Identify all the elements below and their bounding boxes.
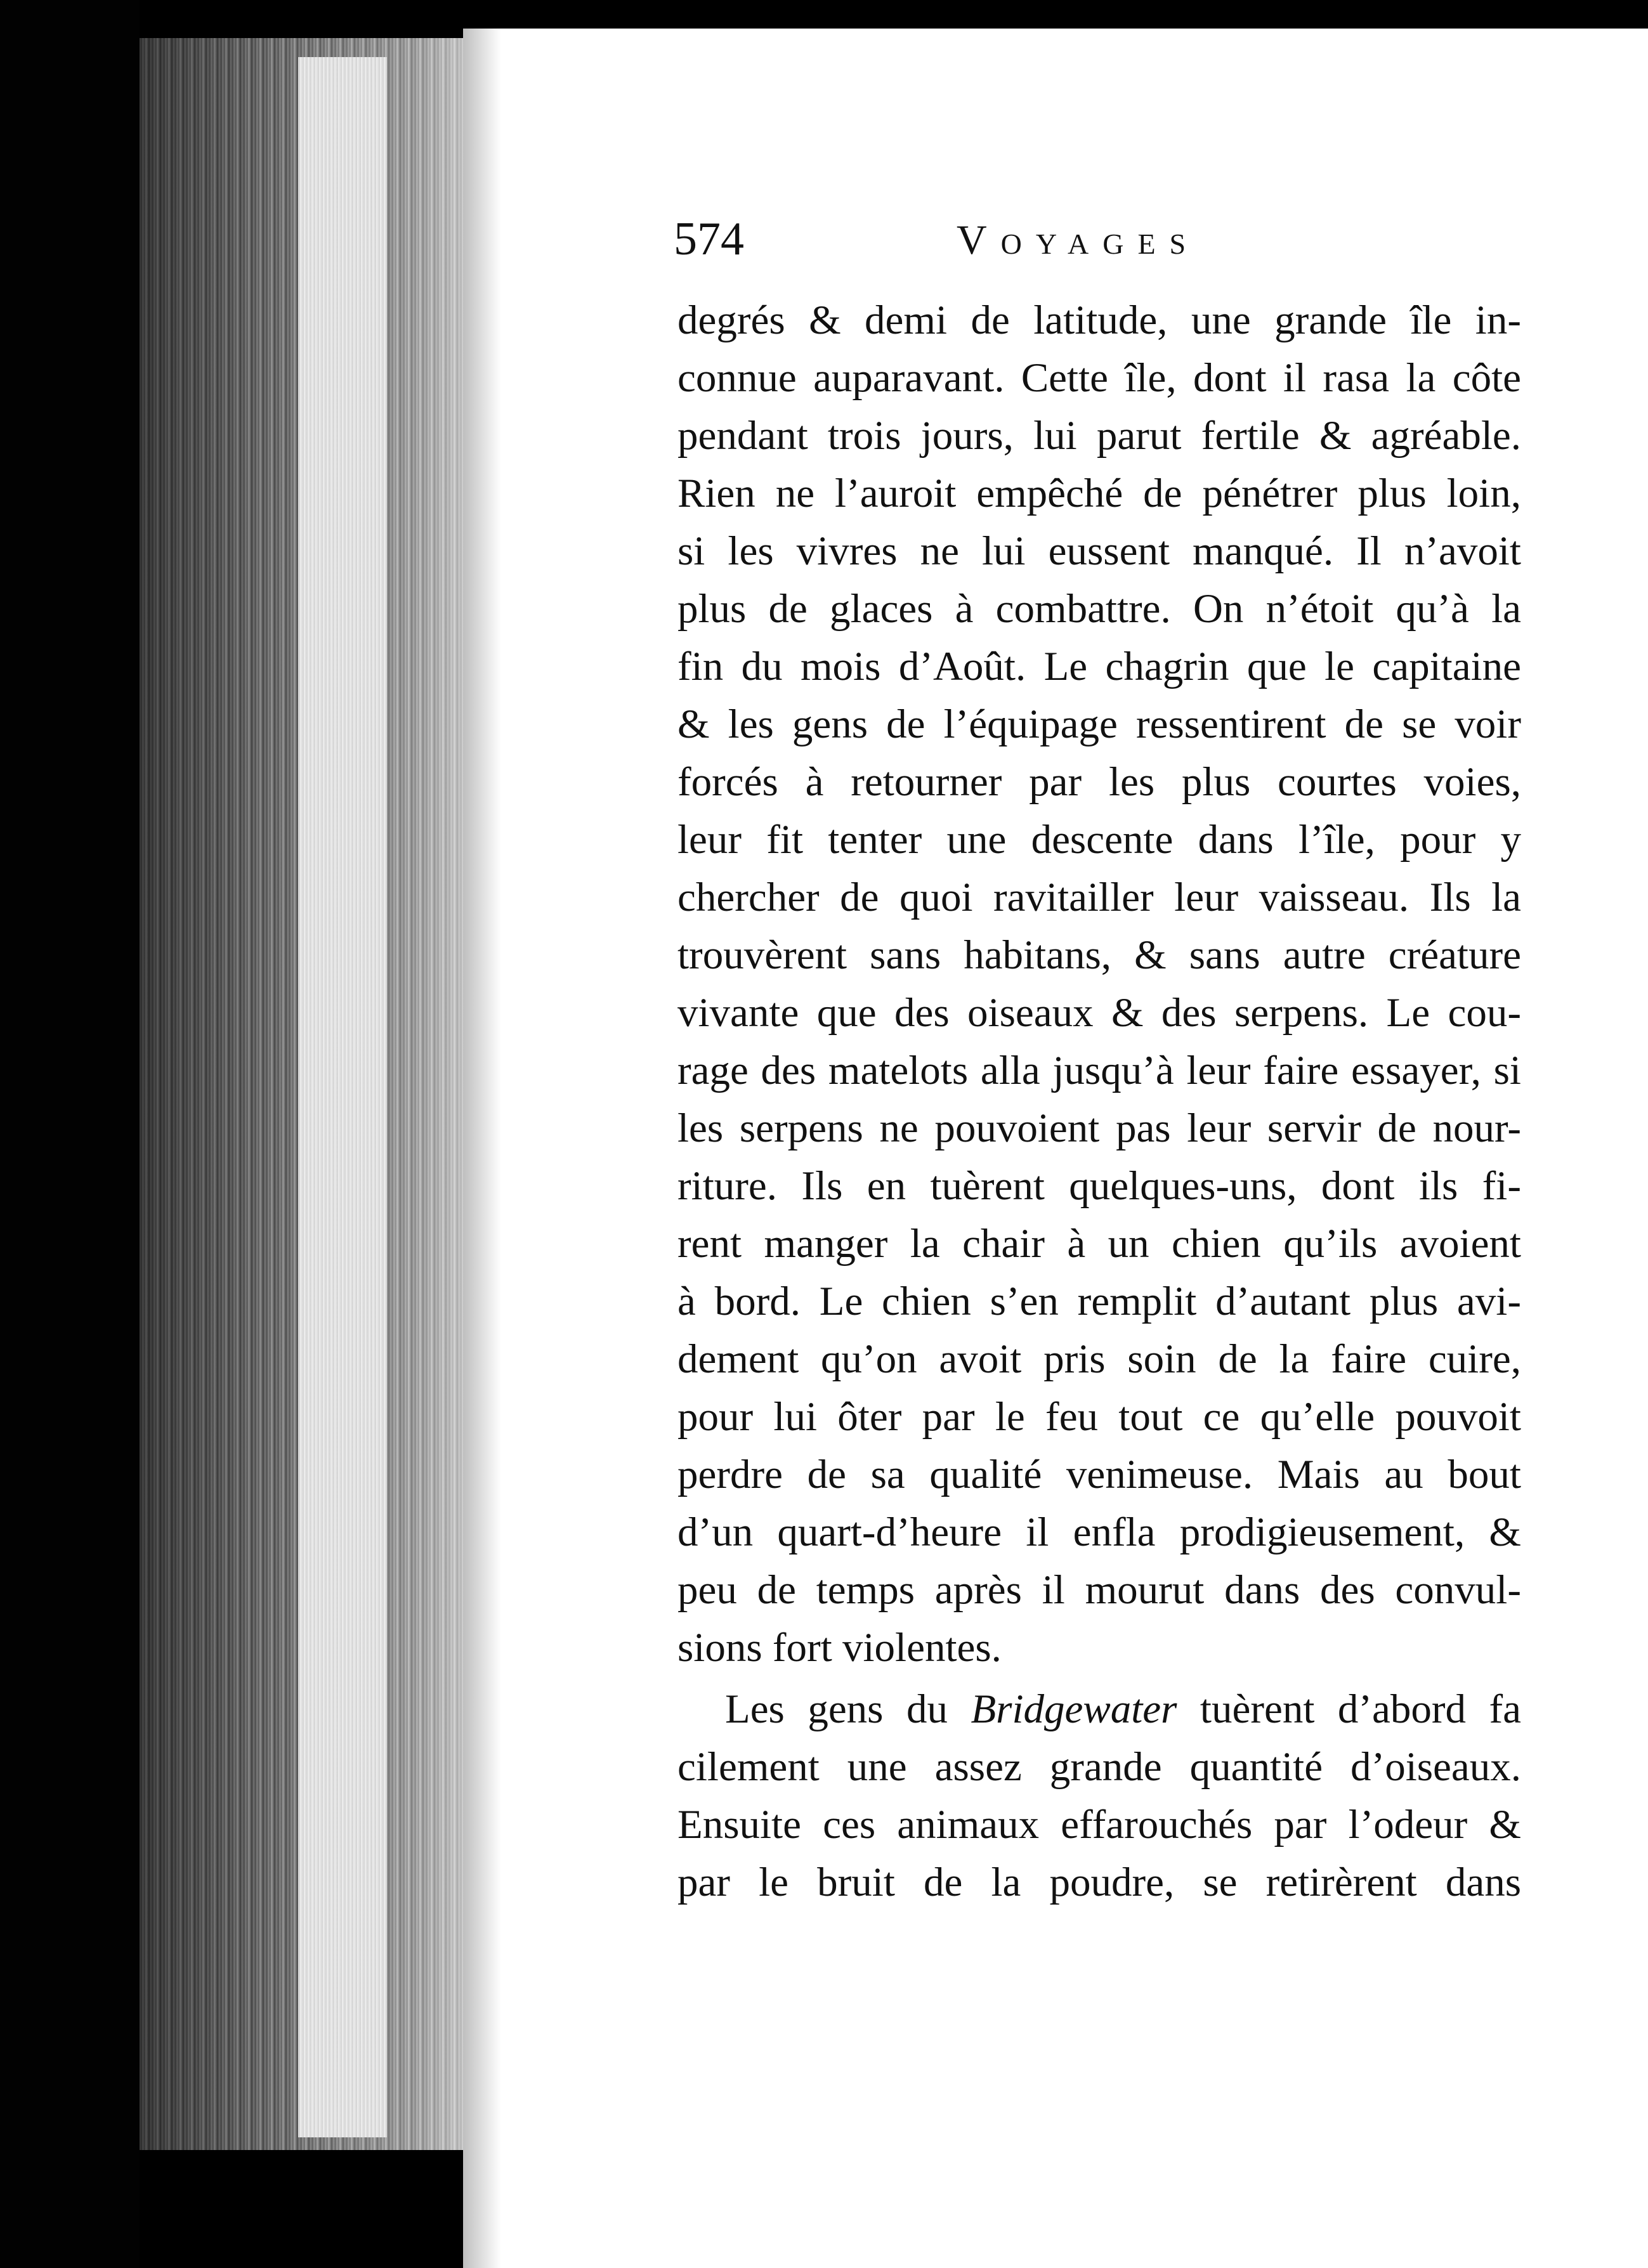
text-line: Rien ne l’auroit empêché de pénétrer plus loin, bbox=[677, 471, 1521, 516]
text-line: degrés & demi de latitude, une grande île in- bbox=[677, 297, 1521, 343]
text-line: cilement une assez grande quantité d’oiseaux. bbox=[677, 1744, 1521, 1790]
ship-name: Bridgewater bbox=[971, 1686, 1177, 1732]
text-fragment: tuèrent d’abord fa bbox=[1177, 1686, 1521, 1732]
text-line: forcés à retourner par les plus courtes voies, bbox=[677, 759, 1521, 805]
page-gutter-shadow bbox=[463, 29, 501, 2268]
text-line bbox=[677, 1681, 1521, 1738]
text-line: perdre de sa qualité venimeuse. Mais au bout bbox=[677, 1452, 1521, 1497]
page-content bbox=[674, 213, 1521, 1912]
running-title: Voyages bbox=[957, 217, 1200, 263]
text-line: trouvèrent sans habitans, & sans autre créature bbox=[677, 932, 1521, 978]
text-line: les serpens ne pouvoient pas leur servir de nour- bbox=[677, 1105, 1521, 1151]
text-line: vivante que des oiseaux & des serpens. Le cou- bbox=[677, 990, 1521, 1036]
text-line: d’un quart-d’heure il enfla prodigieusement, & bbox=[677, 1509, 1521, 1555]
text-line: leur fit tenter une descente dans l’île, pour y bbox=[677, 817, 1521, 863]
running-head bbox=[674, 213, 1521, 292]
paragraph-1 bbox=[677, 292, 1521, 1677]
text-line: rage des matelots alla jusqu’à leur faire essayer, si bbox=[677, 1048, 1521, 1093]
text-line: à bord. Le chien s’en remplit d’autant plus avi- bbox=[677, 1279, 1521, 1324]
text-line: plus de glaces à combattre. On n’étoit qu’à la bbox=[677, 586, 1521, 632]
text-fragment: Les gens du bbox=[725, 1686, 971, 1732]
paragraph-2 bbox=[677, 1681, 1521, 1912]
text-line: pour lui ôter par le feu tout ce qu’elle pouvoit bbox=[677, 1394, 1521, 1440]
text-line: connue auparavant. Cette île, dont il rasa la côte bbox=[677, 355, 1521, 401]
text-line: par le bruit de la poudre, se retirèrent dans bbox=[677, 1860, 1521, 1905]
text-line: peu de temps après il mourut dans des convul- bbox=[677, 1567, 1521, 1613]
text-line: dement qu’on avoit pris soin de la faire cuire, bbox=[677, 1336, 1521, 1382]
text-line: si les vivres ne lui eussent manqué. Il n’avoit bbox=[677, 528, 1521, 574]
text-line: & les gens de l’équipage ressentirent de se voir bbox=[677, 701, 1521, 747]
text-line: chercher de quoi ravitailler leur vaisseau. Ils la bbox=[677, 875, 1521, 920]
text-line: rent manger la chair à un chien qu’ils avoient bbox=[677, 1221, 1521, 1267]
book-binding-shadow bbox=[0, 0, 140, 2268]
page-edges-light bbox=[298, 57, 387, 2137]
page-number: 574 bbox=[674, 213, 744, 265]
text-line: pendant trois jours, lui parut fertile & agréable. bbox=[677, 413, 1521, 459]
text-line: sions fort violentes. bbox=[677, 1625, 1002, 1671]
text-line: Ensuite ces animaux effarouchés par l’odeur & bbox=[677, 1802, 1521, 1848]
text-line: riture. Ils en tuèrent quelques-uns, dont ils fi- bbox=[677, 1163, 1521, 1209]
text-line: fin du mois d’Août. Le chagrin que le capitaine bbox=[677, 644, 1521, 689]
